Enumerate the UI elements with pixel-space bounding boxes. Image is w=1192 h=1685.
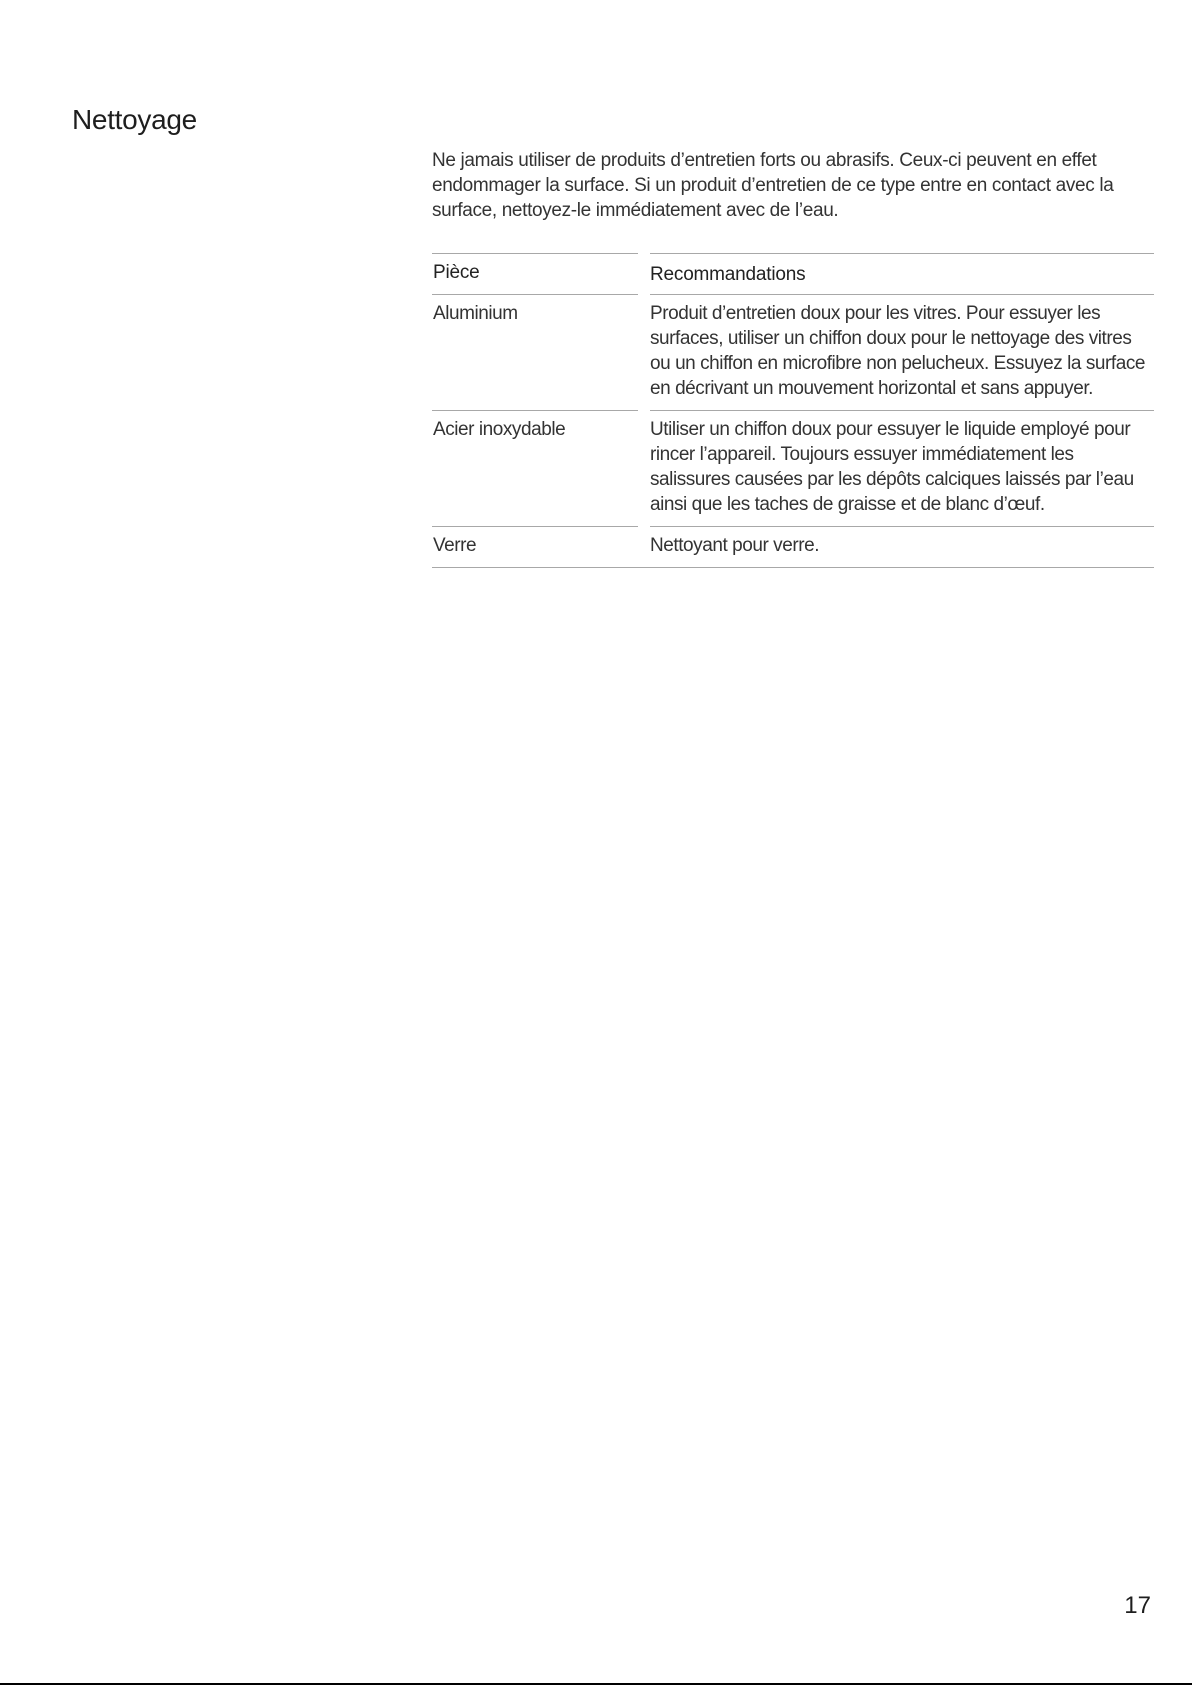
header-piece: Pièce bbox=[432, 253, 638, 294]
intro-paragraph: Ne jamais utiliser de produits d’entretien forts ou abrasifs. Ceux-ci peuvent en effet endommager la surface. Si un produit d’entretien de ce type entre en contact avec la surface, nettoyez-le immédiatement avec de l’eau. bbox=[432, 150, 1114, 221]
row-recommendation: Utiliser un chiffon doux pour essuyer le liquide employé pour rincer l’appareil. Toujours essuyer immédiatement les salissures causées par les dépôts calciques laissés par l’eau ainsi que les taches de graisse et de blanc d’œuf. bbox=[650, 410, 1154, 526]
row-piece: Verre bbox=[432, 526, 638, 567]
section-title: Nettoyage bbox=[72, 104, 197, 135]
row-piece: Acier inoxydable bbox=[432, 410, 638, 526]
row-recommendation: Produit d’entretien doux pour les vitres. Pour essuyer les surfaces, utiliser un chiffon doux pour le nettoyage des vitres ou un chiffon en microfibre non pelucheux. Essuyez la surface en décrivant un mouvement horizontal et sans appuyer. bbox=[650, 294, 1154, 410]
table-row bbox=[432, 294, 1154, 410]
table-header-row bbox=[432, 253, 1154, 294]
table-row bbox=[432, 526, 1154, 568]
header-recommendations: Recommandations bbox=[650, 253, 1154, 294]
table-row bbox=[432, 410, 1154, 526]
cleaning-table bbox=[432, 253, 1154, 568]
row-piece: Aluminium bbox=[432, 294, 638, 410]
page-number: 17 bbox=[1124, 1592, 1151, 1619]
row-recommendation: Nettoyant pour verre. bbox=[650, 526, 1154, 567]
